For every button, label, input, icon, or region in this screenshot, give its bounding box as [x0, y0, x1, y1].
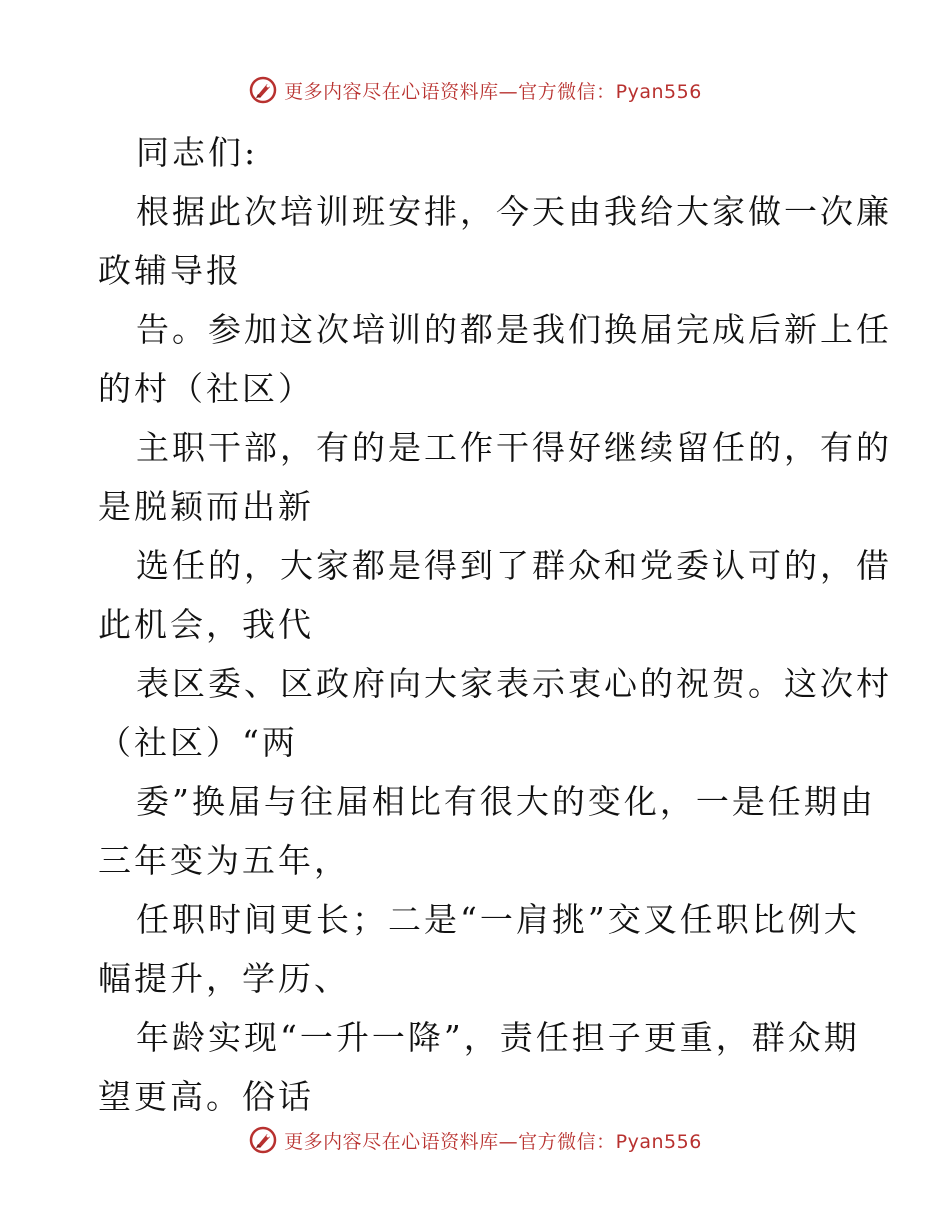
body-line: 任职时间更长；二是“一肩挑”交叉任职比例大 [136, 900, 860, 939]
body-line: 望更高。俗话 [98, 1077, 314, 1116]
body-line: 的村（社区） [98, 369, 314, 408]
body-line: 表区委、区政府向大家表示衷心的祝贺。这次村 [136, 664, 892, 703]
pen-nib-logo-icon [248, 1125, 278, 1155]
body-line: 同志们: [136, 133, 259, 172]
body-line: 委”换届与往届相比有很大的变化，一是任期由 [136, 782, 876, 821]
body-line: 此机会，我代 [98, 605, 314, 644]
body-line: 年龄实现“一升一降”，责任担子更重，群众期 [136, 1018, 860, 1057]
header-banner-text: 更多内容尽在心语资料库—官方微信：Pyan556 [284, 80, 702, 103]
body-line: 选任的，大家都是得到了群众和党委认可的，借 [136, 546, 892, 585]
body-line: 三年变为五年， [98, 841, 350, 880]
body-line: 主职干部，有的是工作干得好继续留任的，有的 [136, 428, 892, 467]
body-line: 根据此次培训班安排，今天由我给大家做一次廉 [136, 192, 892, 231]
header-banner [0, 70, 950, 110]
footer-banner-text: 更多内容尽在心语资料库—官方微信：Pyan556 [284, 1130, 702, 1153]
body-line: （社区）“两 [98, 723, 298, 762]
body-line: 告。参加这次培训的都是我们换届完成后新上任 [136, 310, 892, 349]
body-line: 幅提升，学历、 [98, 959, 350, 998]
footer-banner [0, 1120, 950, 1160]
body-line: 政辅导报 [98, 251, 242, 290]
body-line: 是脱颖而出新 [98, 487, 314, 526]
pen-nib-logo-icon [248, 75, 278, 105]
body-text [98, 123, 892, 1126]
